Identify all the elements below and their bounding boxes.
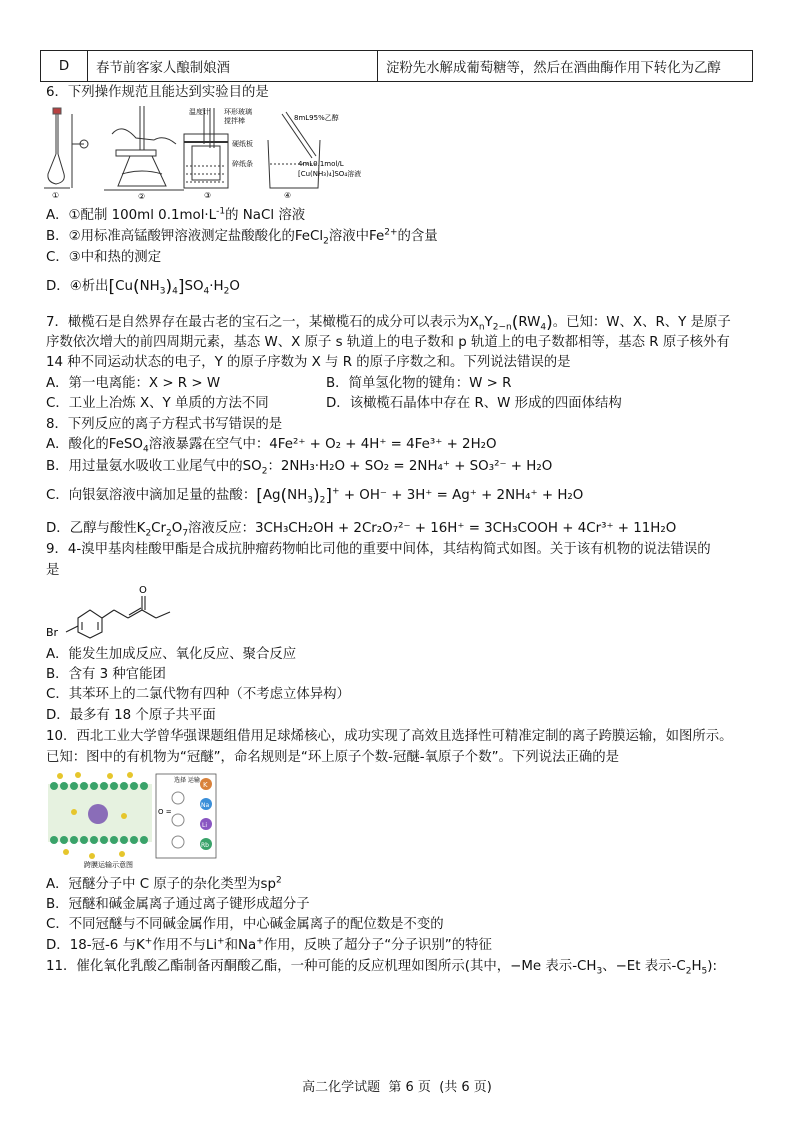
q6-option-c: C．③中和热的测定 <box>46 250 162 265</box>
q8-option-c: C．向银氨溶液中滴加足量的盐酸：$[Ag(NH_3)_2]^+ + OH^- + 3H^+ = Ag^+ + 2NH_4^+ + H_2O$ <box>46 486 584 506</box>
q6-stem: 6．下列操作规范且能达到实验目的是 <box>46 85 269 100</box>
q8-option-a: A．酸化的FeSO$_4$溶液暴露在空气中：4Fe²⁺ + O₂ + 4H⁺ = 4Fe³⁺ + 2H₂O <box>46 437 497 455</box>
q6-apparatus-figure <box>44 104 394 200</box>
q11-stem: 11．催化氧化乳酸乙酯制备丙酮酸乙酯，一种可能的反应机理如图所示(其中，−Me 表示$-CH_3$、−Et 表示$-C_2H_5$): <box>46 959 718 977</box>
titration-drawing <box>104 106 184 190</box>
fig-k-ion: K <box>203 781 208 789</box>
fig-solution-label-1: 4mL0.1mol/L <box>298 160 344 168</box>
table-cell-event: 春节前客家人酿制娘酒 <box>88 51 378 82</box>
q10-line-2: 已知：图中的有机物为“冠醚”，命名规则是“环上原子个数-冠醚-氧原子个数”。下列说法正确的是 <box>46 750 620 765</box>
q9-option-b: B．含有 3 种官能团 <box>46 667 166 682</box>
q10-option-d: D．18-冠-6 与K+作用不与Li+和Na+作用，反映了超分子“分子识别”的特征 <box>46 936 492 953</box>
volumetric-flask-drawing <box>44 108 88 188</box>
q9-option-d: D．最多有 18 个原子共平面 <box>46 708 216 723</box>
fig-ethanol-label: 8mL95%乙醇 <box>294 114 339 122</box>
q7-line-3: 14 种不同运动状态的电子，Y 的原子序数为 X 与 R 的原子序数之和。下列说法错误的是 <box>46 355 571 370</box>
q6-option-d: D．④析出$[Cu(NH_3)_4]SO_4\cdot H_2O$ <box>46 277 240 297</box>
fig-o-label: O <box>139 585 147 596</box>
fig-paper-label: 碎纸条 <box>232 160 253 168</box>
table-cell-explanation: 淀粉先水解成葡萄糖等，然后在酒曲酶作用下转化为乙醇 <box>378 51 753 82</box>
q10-line-1: 10．西北工业大学曾华强课题组借用足球烯核心，成功实现了高效且选择性可精准定制的离子跨膜运输，如图所示。 <box>46 729 733 744</box>
fig-stirrer-label-1: 环形玻璃 <box>224 108 252 116</box>
fig-label-1: ① <box>52 191 60 200</box>
fig-solution-label-2: [Cu(NH₃)₄]SO₄溶液 <box>298 170 362 178</box>
q10-membrane-figure <box>44 770 220 870</box>
q9-option-a: A．能发生加成反应、氧化反应、聚合反应 <box>46 647 297 662</box>
q7-option-b: B．简单氢化物的键角：W > R <box>326 376 512 391</box>
q10-option-c: C．不同冠醚与不同碱金属作用，中心碱金属离子的配位数是不变的 <box>46 917 444 932</box>
fig-na-ion: Na <box>201 802 210 809</box>
q6-option-a: A．①配制 100ml $0.1mol\cdot L^{-1}$的 NaCl 溶液 <box>46 206 306 223</box>
q7-option-a: A．第一电离能：X > R > W <box>46 376 221 391</box>
q7-option-c: C．工业上冶炼 X、Y 单质的方法不同 <box>46 396 269 411</box>
q8-option-d: D．乙醇与酸性$K_2Cr_2O_7$溶液反应：3CH₃CH₂OH + 2Cr₂O₇²⁻ + 16H⁺ = 3CH₃COOH + 4Cr³⁺ + 11H₂O <box>46 521 677 539</box>
fig-top-label: 选择 运输 <box>174 777 200 784</box>
calorimeter-drawing <box>184 108 228 188</box>
q8-stem: 8．下列反应的离子方程式书写错误的是 <box>46 417 283 432</box>
q6-option-b: B．②用标准高锰酸钾溶液测定盐酸酸化的FeCl$_2$溶液中$Fe^{2+}$的含量 <box>46 227 438 247</box>
q8-option-b: B．用过量氨水吸收工业尾气中的$SO_2$：2NH₃·H₂O + SO₂ = 2NH₄⁺ + SO₃²⁻ + H₂O <box>46 459 553 477</box>
fig-label-3: ③ <box>204 191 212 200</box>
fig-label-4: ④ <box>284 191 292 200</box>
table-row <box>41 51 753 82</box>
fig-label-2: ② <box>138 192 146 200</box>
fig-thermometer-label: 温度计 <box>189 108 210 116</box>
q9-line-2: 是 <box>46 563 60 578</box>
table-cell-label: D <box>41 51 88 82</box>
fig-board-label: 硬纸板 <box>232 140 253 148</box>
fig-li-ion: Li <box>202 822 208 829</box>
fig-rb-ion: Rb <box>201 842 209 849</box>
fig-br-label: Br <box>46 626 59 639</box>
q10-option-a: A．冠醚分子中 C 原子的杂化类型为$sp^2$ <box>46 875 282 892</box>
q9-option-c: C．其苯环上的二氯代物有四种（不考虑立体异构） <box>46 687 350 702</box>
q7-line-2: 序数依次增大的前四周期元素，基态 W、X 原子 s 轨道上的电子数和 p 轨道上的电子数都相等，基态 R 原子核外有 <box>46 335 730 350</box>
q9-structure-figure <box>44 582 194 644</box>
fig-stirrer-label-2: 搅拌棒 <box>224 117 245 125</box>
q7-line-1: 7．橄榄石是自然界存在最古老的宝石之一，某橄榄石的成分可以表示为$X_nY_{2-n}(RW_4)$。已知：W、X、R、Y 是原子 <box>46 313 731 333</box>
q7-option-d: D．该橄榄石晶体中存在 R、W 形成的四面体结构 <box>326 396 622 411</box>
fullerene-core <box>88 804 108 824</box>
q9-line-1: 9．4-溴甲基肉桂酸甲酯是合成抗肿瘤药物帕比司他的重要中间体，其结构简式如图。关于该有机物的说法错误的 <box>46 542 711 557</box>
page-footer: 高二化学试题 第 6 页 (共 6 页) <box>302 1080 492 1095</box>
fig-caption: 跨膜运输示意图 <box>84 861 133 869</box>
fig-o-text: O = <box>158 808 172 816</box>
answer-table <box>40 50 753 82</box>
q10-option-b: B．冠醚和碱金属离子通过离子键形成超分子 <box>46 897 310 912</box>
